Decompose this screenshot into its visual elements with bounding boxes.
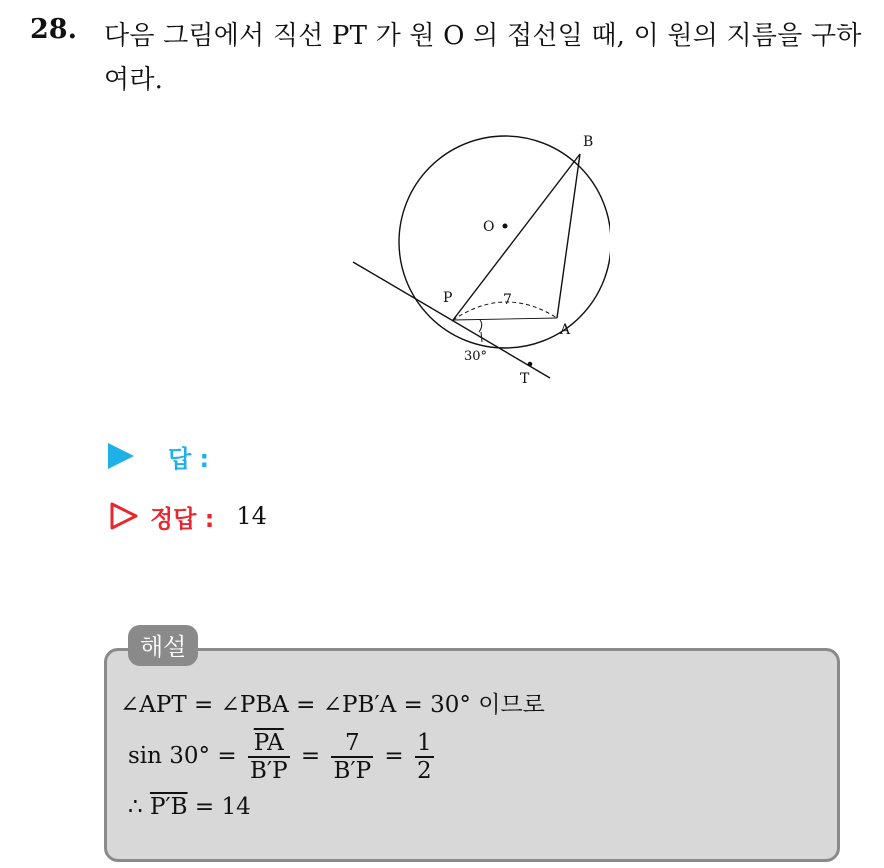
tangent-line-pt xyxy=(353,262,550,378)
correct-answer-value: 14 xyxy=(236,502,267,530)
label-len: 7 xyxy=(503,292,512,308)
point-t-dot xyxy=(528,362,533,367)
label-b: B xyxy=(583,134,594,150)
correct-answer-row xyxy=(108,496,267,536)
therefore-symbol: ∴ xyxy=(128,794,143,820)
result-value: = 14 xyxy=(187,794,251,820)
correct-answer-label: 정답 : xyxy=(150,504,215,533)
play-outline-icon xyxy=(108,500,140,532)
question-line-2: 여라. xyxy=(104,65,164,95)
label-t: T xyxy=(520,371,530,387)
explanation-line-3 xyxy=(128,794,251,820)
question-text xyxy=(104,14,874,102)
play-icon xyxy=(108,443,134,469)
label-o: O xyxy=(483,219,495,235)
fraction-7-over-bp: $\frac{7}{B'P}$ xyxy=(333,730,372,784)
answer-label: 답 : xyxy=(168,444,210,473)
fraction-1-over-2: $\frac{1}{2}$ xyxy=(416,730,432,784)
label-a: A xyxy=(560,322,571,338)
geometry-figure xyxy=(340,120,610,400)
label-p: P xyxy=(443,290,453,306)
center-point-o xyxy=(503,224,508,229)
fraction-pa-over-bp: $\frac{\overline{PA}}{B'P}$ xyxy=(249,730,288,784)
angle-arc xyxy=(479,320,482,332)
question-number: 28. xyxy=(30,14,77,45)
equals-sign: = xyxy=(300,743,321,769)
chord-pb xyxy=(453,154,580,320)
equals-sign-2: = xyxy=(384,743,404,769)
label-angle: 30° xyxy=(464,349,488,364)
angle-arrow xyxy=(481,332,482,342)
segment-pb: P′B xyxy=(149,794,188,820)
answer-row xyxy=(108,436,209,476)
explanation-line-1: ∠APT = ∠PBA = ∠PB′A = 30° 이므로 xyxy=(120,692,545,718)
explanation-tag: 해설 xyxy=(128,625,198,666)
sin-prefix: sin 30° = xyxy=(128,743,237,769)
explanation-line-2 xyxy=(128,730,438,784)
question-line-1: 다음 그림에서 직선 PT 가 원 O 의 접선일 때, 이 원의 지름을 구하 xyxy=(104,21,862,51)
chord-pa xyxy=(453,318,557,320)
